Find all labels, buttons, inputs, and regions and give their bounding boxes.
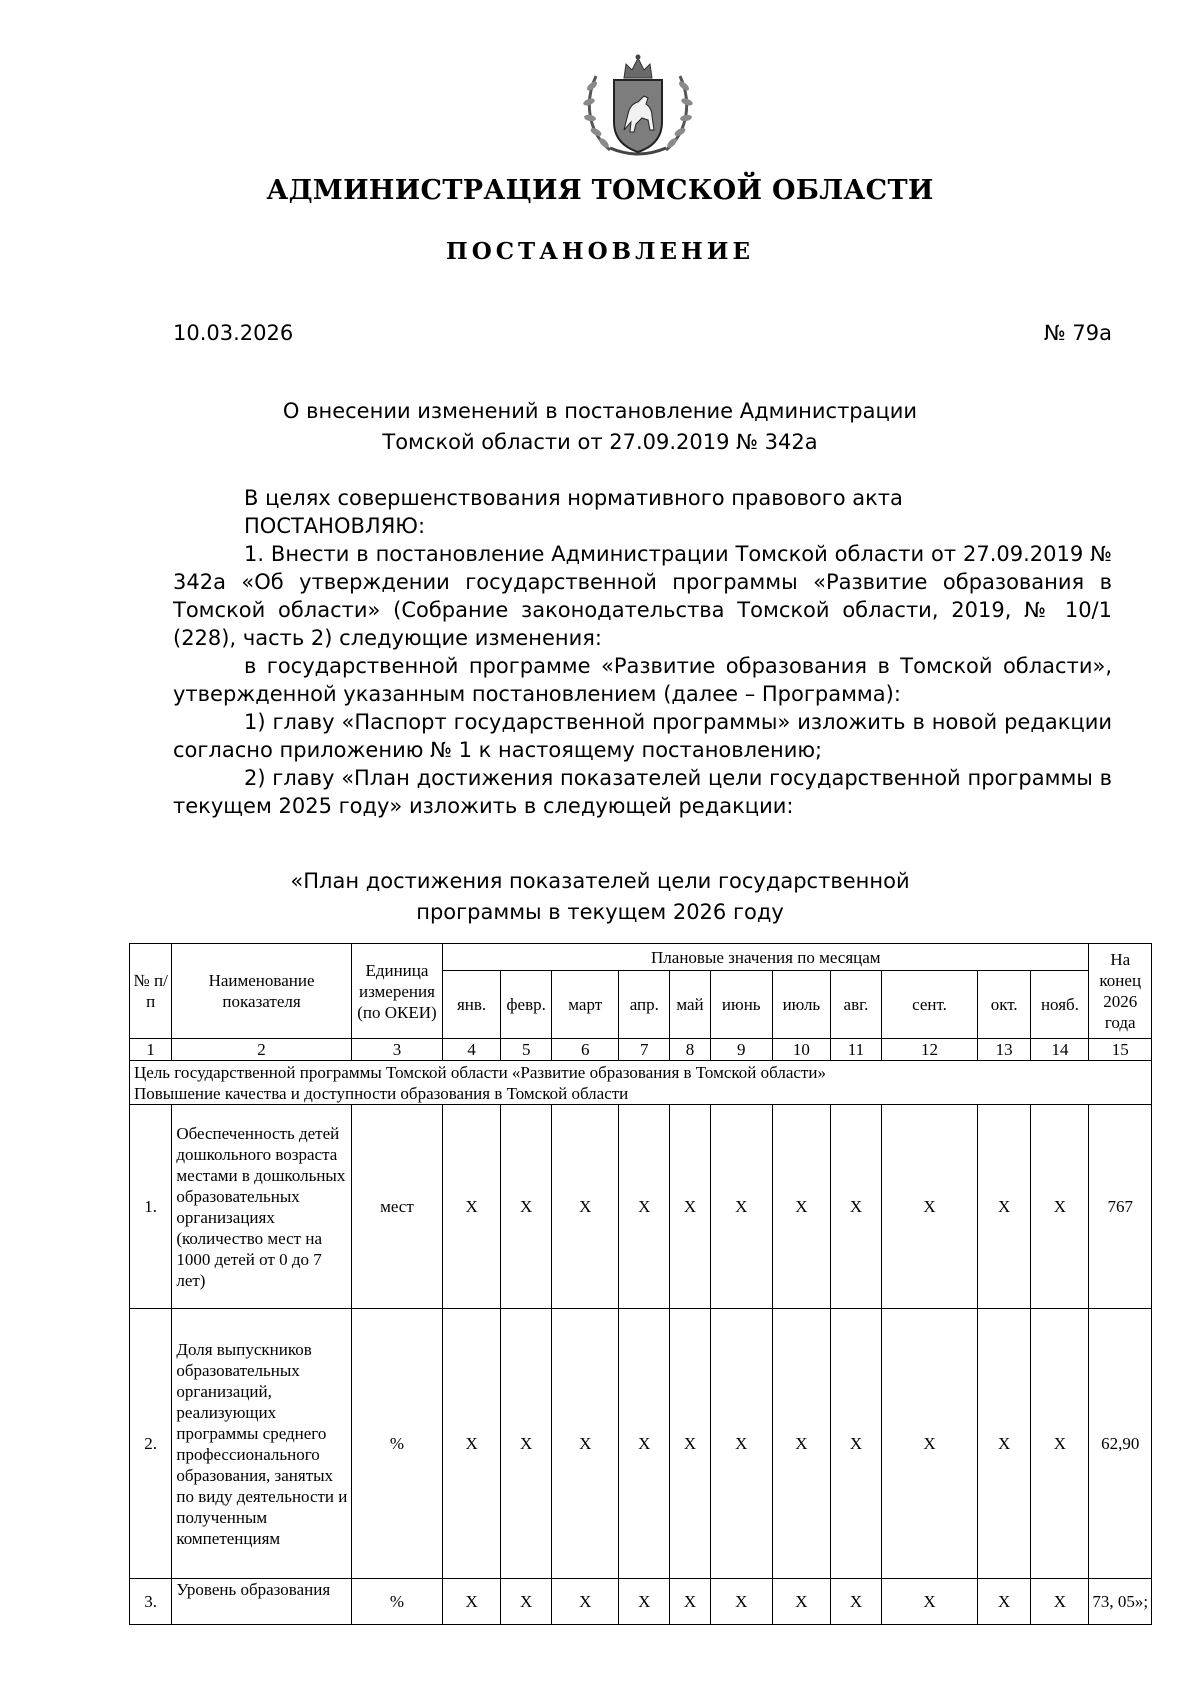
header-month: май (670, 971, 710, 1039)
document-type: ПОСТАНОВЛЕНИЕ (446, 238, 754, 265)
row-month-value: X (619, 1579, 670, 1625)
row-num: 1. (130, 1105, 172, 1309)
header-num: № п/п (130, 944, 172, 1039)
column-number: 11 (830, 1039, 881, 1061)
decree-paragraph: ПОСТАНОВЛЯЮ: (244, 514, 426, 538)
goal-cell (130, 1061, 1152, 1105)
row-month-value: X (1031, 1579, 1089, 1625)
row-month-value: X (830, 1309, 881, 1579)
row-month-value: X (443, 1309, 501, 1579)
row-unit: мест (351, 1105, 442, 1309)
goal-line-1: Цель государственной программы Томской области «Развитие образования в Томской области» (134, 1062, 826, 1082)
header-months-group: Плановые значения по месяцам (443, 944, 1089, 971)
row-month-value: X (619, 1309, 670, 1579)
column-number: 9 (710, 1039, 772, 1061)
row-unit: % (351, 1579, 442, 1625)
row-name: Доля выпускников образовательных организаций, реализующих программы среднего профессионального образования, занятых по виду деятельности и полученным компетенциям (172, 1309, 351, 1579)
column-number: 12 (882, 1039, 978, 1061)
row-month-value: X (1031, 1105, 1089, 1309)
plan-title-line-2: программы в текущем 2026 году (416, 900, 784, 924)
document-date: 10.03.2026 (173, 321, 294, 345)
column-number: 6 (552, 1039, 619, 1061)
row-month-value: X (830, 1579, 881, 1625)
document-subject (200, 396, 1000, 458)
column-number: 14 (1031, 1039, 1089, 1061)
subject-line-2: Томской области от 27.09.2019 № 342а (382, 430, 818, 454)
plan-title (200, 866, 1000, 928)
column-number: 7 (619, 1039, 670, 1061)
column-number: 1 (130, 1039, 172, 1061)
subject-line-1: О внесении изменений в постановление Администрации (282, 399, 918, 423)
row-month-value: X (619, 1105, 670, 1309)
row-unit: % (351, 1309, 442, 1579)
row-month-value: X (443, 1579, 501, 1625)
row-num: 3. (130, 1579, 172, 1625)
header-month: июнь (710, 971, 772, 1039)
column-number: 15 (1089, 1039, 1152, 1061)
row-month-value: X (977, 1579, 1030, 1625)
row-year-end: 62,90 (1089, 1309, 1152, 1579)
header-month: март (552, 971, 619, 1039)
row-month-value: X (552, 1579, 619, 1625)
header-month: апр. (619, 971, 670, 1039)
column-number-row (130, 1039, 1152, 1061)
row-month-value: X (501, 1579, 552, 1625)
row-month-value: X (772, 1579, 830, 1625)
document-body (173, 484, 1112, 820)
column-number: 5 (501, 1039, 552, 1061)
row-month-value: X (772, 1309, 830, 1579)
column-number: 13 (977, 1039, 1030, 1061)
table-row (130, 1105, 1152, 1309)
header-month: сент. (882, 971, 978, 1039)
row-month-value: X (772, 1105, 830, 1309)
header-month: июль (772, 971, 830, 1039)
row-month-value: X (710, 1105, 772, 1309)
row-month-value: X (977, 1105, 1030, 1309)
tomsk-region-coat-of-arms-icon (580, 52, 696, 162)
row-month-value: X (1031, 1309, 1089, 1579)
column-number: 3 (351, 1039, 442, 1061)
row-month-value: X (882, 1105, 978, 1309)
row-year-end: 767 (1089, 1105, 1152, 1309)
header-month: нояб. (1031, 971, 1089, 1039)
column-number: 8 (670, 1039, 710, 1061)
header-name: Наименование показателя (172, 944, 351, 1039)
row-month-value: X (670, 1105, 710, 1309)
row-month-value: X (882, 1309, 978, 1579)
document-number: № 79а (1043, 321, 1112, 345)
table-header-row (130, 944, 1152, 971)
header-month: окт. (977, 971, 1030, 1039)
header-unit: Единица измерения (по ОКЕИ) (351, 944, 442, 1039)
subitem-1-paragraph: 1) главу «Паспорт государственной программы» изложить в новой редакции согласно приложению № 1 к настоящему постановлению; (173, 710, 1112, 762)
row-month-value: X (443, 1105, 501, 1309)
authority-title: АДМИНИСТРАЦИЯ ТОМСКОЙ ОБЛАСТИ (266, 175, 934, 206)
row-name: Обеспеченность детей дошкольного возраста местами в дошкольных образовательных организациях (количество мест на 1000 детей от 0 до 7 лет) (172, 1105, 351, 1309)
header-month: февр. (501, 971, 552, 1039)
row-month-value: X (552, 1309, 619, 1579)
goal-line-2: Повышение качества и доступности образования в Томской области (134, 1083, 629, 1103)
header-month: янв. (443, 971, 501, 1039)
row-month-value: X (501, 1309, 552, 1579)
row-year-end: 73, 05»; (1089, 1579, 1152, 1625)
row-month-value: X (977, 1309, 1030, 1579)
row-num: 2. (130, 1309, 172, 1579)
plan-title-line-1: «План достижения показателей цели государственной (290, 869, 910, 893)
row-month-value: X (670, 1579, 710, 1625)
column-number: 4 (443, 1039, 501, 1061)
row-month-value: X (710, 1579, 772, 1625)
row-month-value: X (830, 1105, 881, 1309)
program-paragraph: в государственной программе «Развитие образования в Томской области», утвержденной указанным постановлением (далее – Программа): (173, 654, 1112, 706)
row-name: Уровень образования (172, 1579, 351, 1625)
row-month-value: X (501, 1105, 552, 1309)
header-year-end: На конец 2026 года (1089, 944, 1152, 1039)
table-row (130, 1309, 1152, 1579)
table-row (130, 1579, 1152, 1625)
subitem-2-paragraph: 2) главу «План достижения показателей цели государственной программы в текущем 2025 году» изложить в следующей редакции: (173, 766, 1112, 818)
purpose-paragraph: В целях совершенствования нормативного правового акта (244, 486, 903, 510)
item-1-paragraph: 1. Внести в постановление Администрации Томской области от 27.09.2019 № 342а «Об утверждении государственной программы «Развитие образования в Томской области» (Собрание законодательства Томской области, 2019, № 10/1 (228), часть 2) следующие изменения: (173, 542, 1112, 650)
goal-row (130, 1061, 1152, 1105)
row-month-value: X (710, 1309, 772, 1579)
column-number: 10 (772, 1039, 830, 1061)
column-number: 2 (172, 1039, 351, 1061)
plan-table (129, 943, 1152, 1625)
row-month-value: X (670, 1309, 710, 1579)
row-month-value: X (882, 1579, 978, 1625)
row-month-value: X (552, 1105, 619, 1309)
header-month: авг. (830, 971, 881, 1039)
